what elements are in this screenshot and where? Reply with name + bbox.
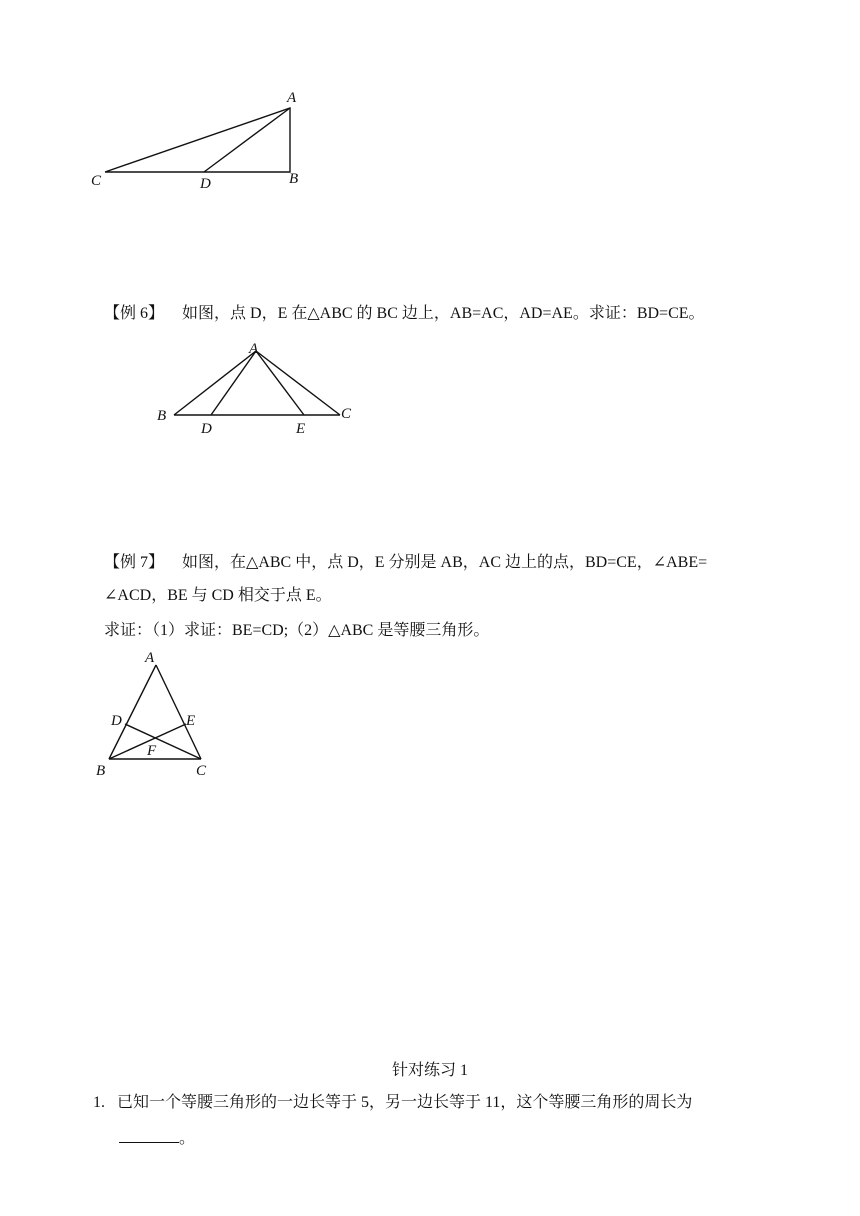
label-b: B — [289, 171, 299, 187]
label-c: C — [91, 173, 102, 189]
label-a: A — [287, 90, 297, 106]
practice-question-1-line-1 — [93, 1093, 692, 1113]
label-b: B — [157, 408, 167, 424]
example-7-text-3: 求证：（1）求证：BE=CD;（2）△ABC 是等腰三角形。 — [104, 622, 490, 639]
example-7-tag: 【例 7】 — [104, 554, 165, 571]
question-1-number: 1. — [93, 1094, 105, 1111]
question-1-text: 已知一个等腰三角形的一边长等于 5，另一边长等于 11，这个等腰三角形的周长为 — [117, 1094, 693, 1111]
label-a: A — [145, 650, 155, 666]
segment-ad — [211, 351, 256, 415]
segment-cd — [125, 724, 201, 759]
label-d: D — [111, 713, 122, 729]
figure-example-7 — [90, 645, 230, 785]
segment-ab — [174, 351, 256, 415]
example-7-line-2 — [104, 586, 332, 606]
label-a: A — [249, 341, 259, 357]
label-b: B — [96, 763, 106, 779]
segment-ae — [256, 351, 304, 415]
answer-blank — [119, 1128, 179, 1143]
segment-ac — [156, 665, 201, 759]
practice-title: 针对练习 1 — [391, 1062, 468, 1079]
example-7-text-1: 如图，在△ABC 中，点 D，E 分别是 AB，AC 边上的点，BD=CE，∠ABE= — [182, 554, 708, 571]
triangle-cba — [105, 108, 290, 172]
example-7-text-2: ∠ACD，BE 与 CD 相交于点 E。 — [104, 587, 332, 604]
label-e: E — [186, 713, 196, 729]
label-d: D — [200, 176, 211, 192]
label-c: C — [341, 406, 352, 422]
label-f: F — [147, 743, 157, 759]
example-7-line-1 — [104, 553, 707, 573]
figure-right-triangle — [80, 80, 320, 200]
label-e: E — [296, 421, 306, 437]
example-7-line-3 — [104, 621, 489, 641]
figure-example-6 — [150, 338, 370, 438]
segment-ad — [204, 108, 290, 172]
example-6-text: 如图，点 D，E 在△ABC 的 BC 边上，AB=AC，AD=AE。求证：BD=CE。 — [182, 305, 705, 322]
question-1-period: 。 — [179, 1130, 196, 1147]
practice-question-1-line-2 — [119, 1128, 195, 1149]
example-6-statement — [104, 304, 705, 324]
label-d: D — [201, 421, 212, 437]
segment-ac — [256, 351, 340, 415]
example-6-tag: 【例 6】 — [104, 305, 165, 322]
label-c: C — [196, 763, 207, 779]
